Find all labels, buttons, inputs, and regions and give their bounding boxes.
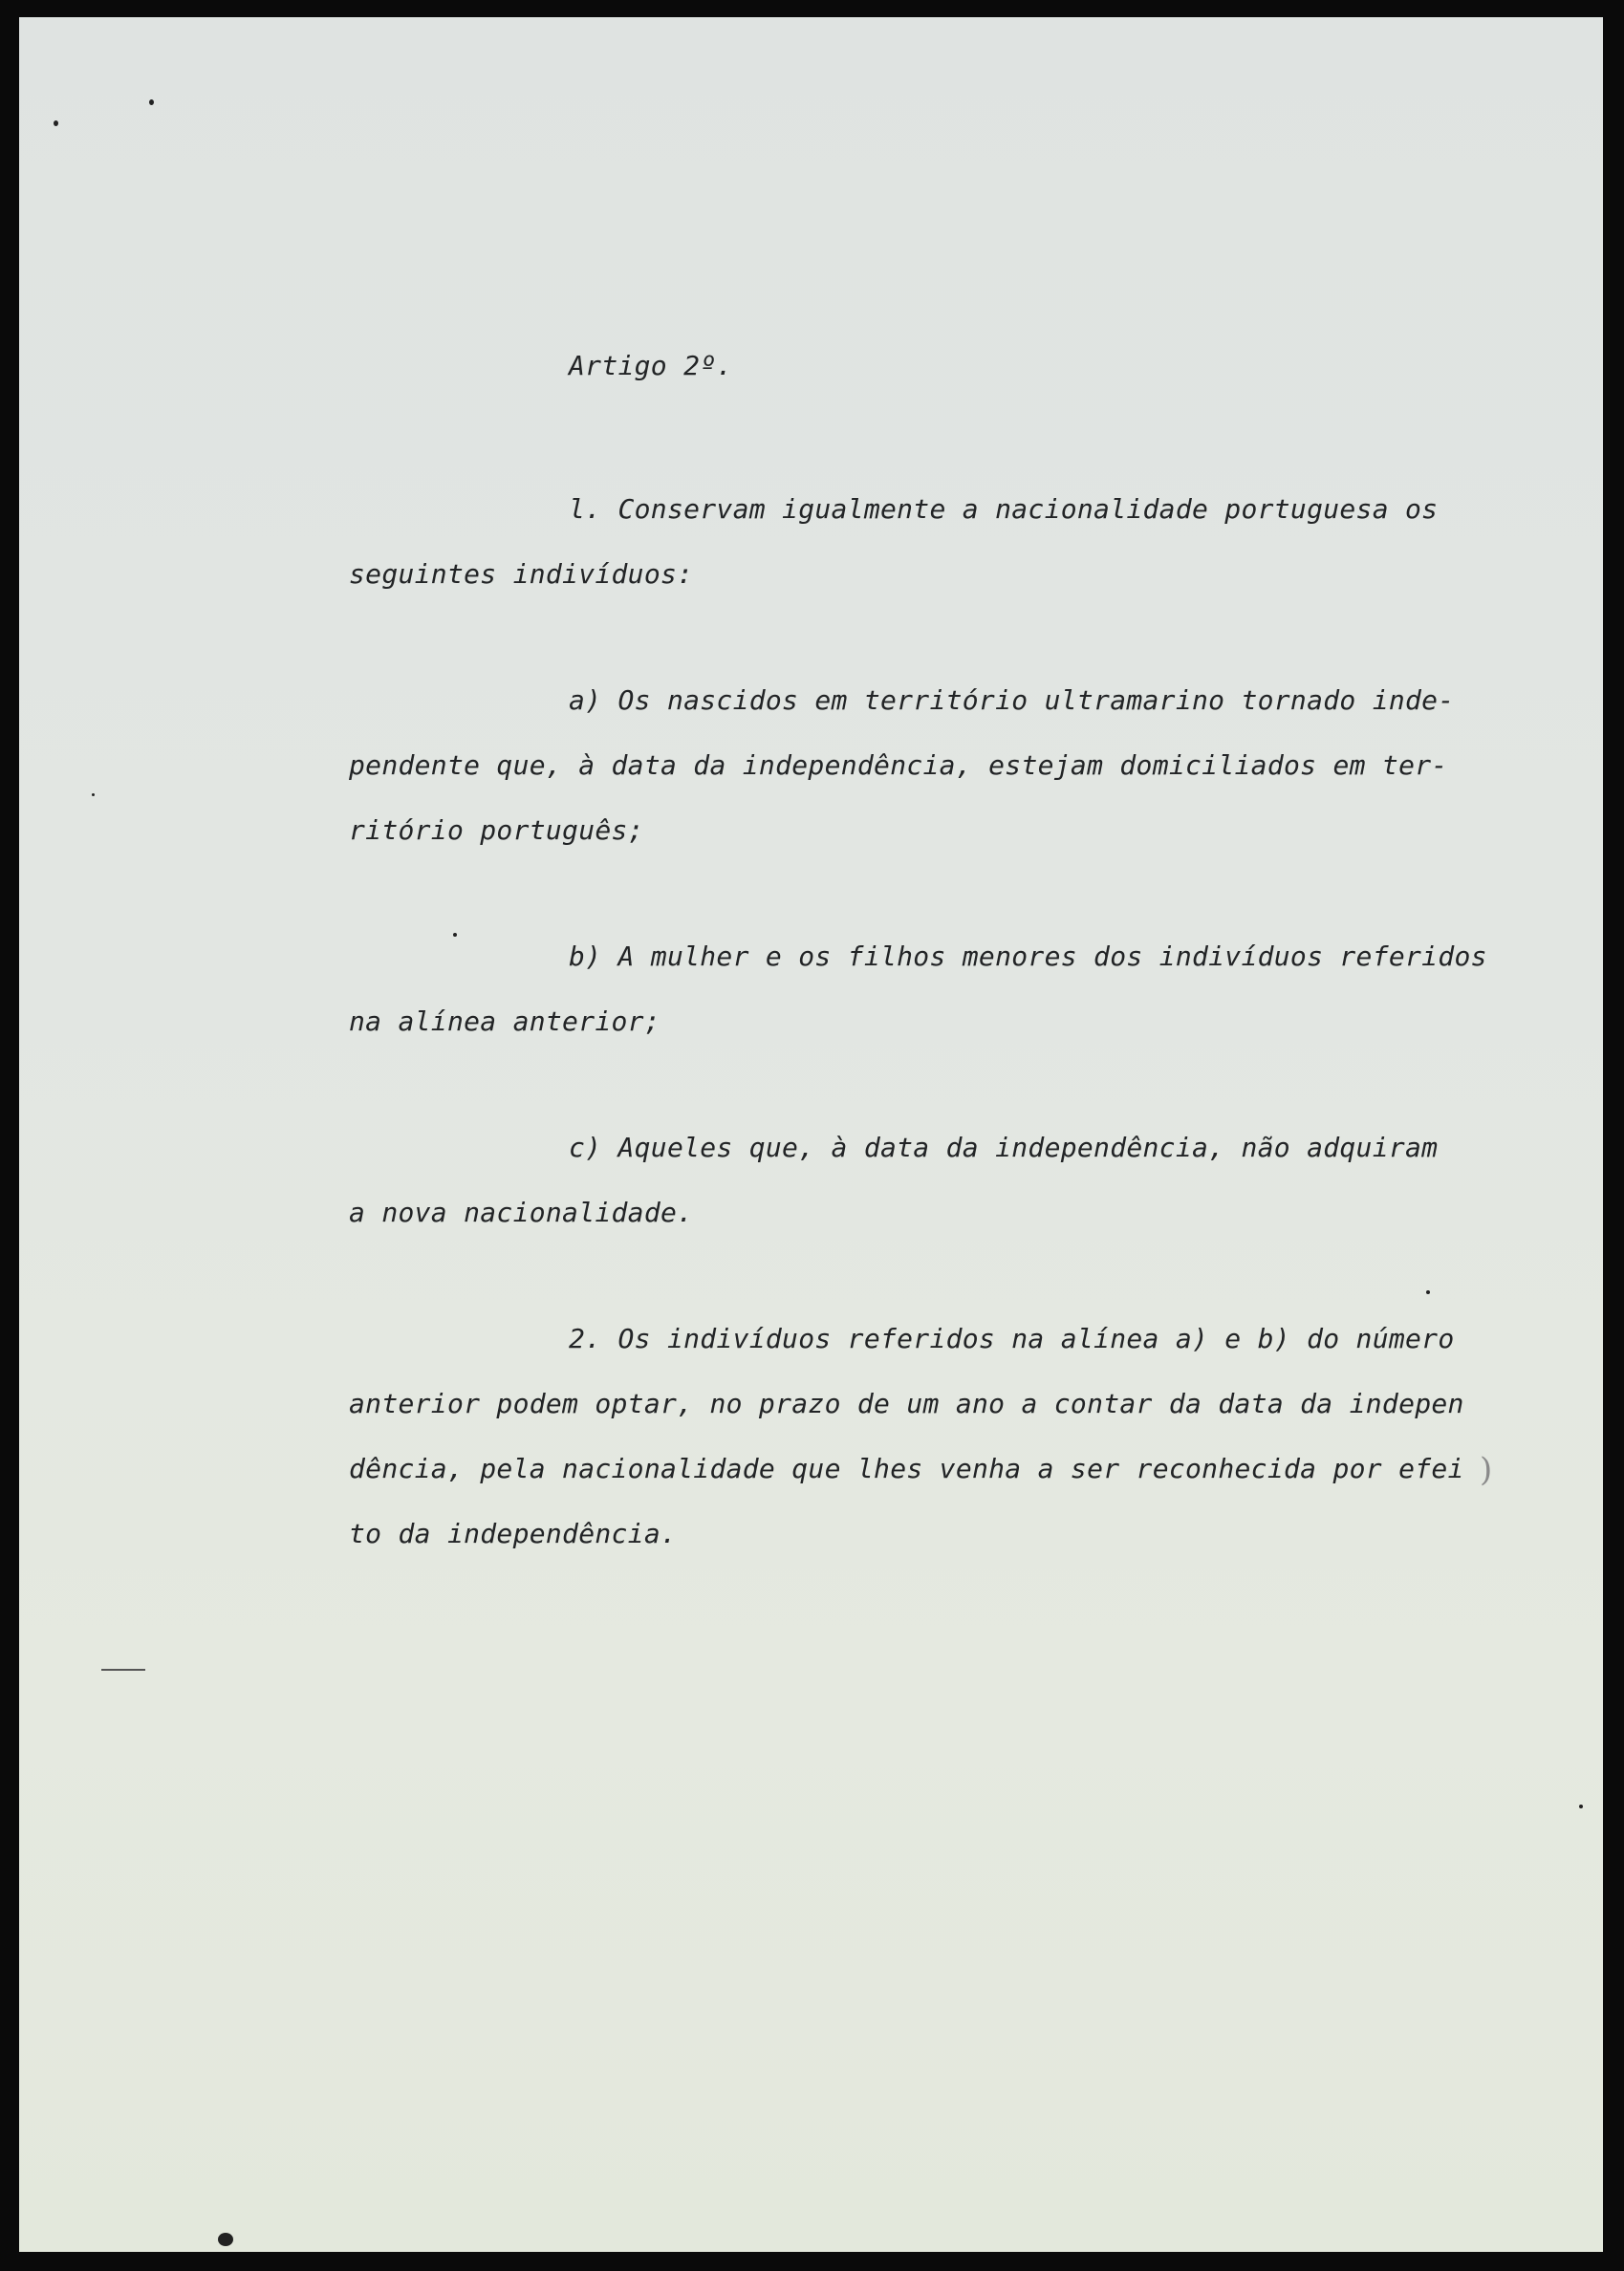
item-a-line-2: pendente que, à data da independência, estejam domiciliados em ter- — [349, 749, 1448, 781]
paragraph-2-line-3: dência, pela nacionalidade que lhes venha a ser reconhecida por efei — [349, 1453, 1464, 1484]
paragraph-2-line-4: to da independência. — [349, 1518, 678, 1549]
speck-mark — [218, 2233, 233, 2246]
item-a-line-3: ritório português; — [349, 814, 644, 846]
item-c-line-2: a nova nacionalidade. — [349, 1197, 694, 1228]
speck-mark — [92, 793, 95, 796]
stray-mark — [101, 1669, 145, 1671]
item-b-line-1: b) A mulher e os filhos menores dos indivíduos referidos — [569, 941, 1487, 972]
item-b-line-2: na alínea anterior; — [349, 1006, 660, 1037]
speck-mark — [1579, 1805, 1583, 1808]
paragraph-2-line-1: 2. Os indivíduos referidos na alínea a) e b) do número — [569, 1323, 1455, 1354]
item-c-line-1: c) Aqueles que, à data da independência, não adquiram — [569, 1132, 1439, 1163]
article-heading: Artigo 2º. — [569, 350, 733, 381]
speck-mark — [1426, 1290, 1430, 1294]
pencil-bracket-mark: ) — [1480, 1451, 1493, 1489]
paragraph-1-line-2: seguintes indivíduos: — [349, 558, 694, 590]
speck-mark — [453, 933, 457, 937]
paragraph-1-line-1: l. Conservam igualmente a nacionalidade portuguesa os — [569, 493, 1439, 525]
speck-mark — [149, 99, 154, 105]
item-a-line-1: a) Os nascidos em território ultramarino tornado inde- — [569, 684, 1455, 716]
document-body — [19, 17, 1487, 1549]
document-page — [19, 17, 1603, 2252]
paragraph-2-line-2: anterior podem optar, no prazo de um ano a contar da data da indepen — [349, 1388, 1464, 1419]
